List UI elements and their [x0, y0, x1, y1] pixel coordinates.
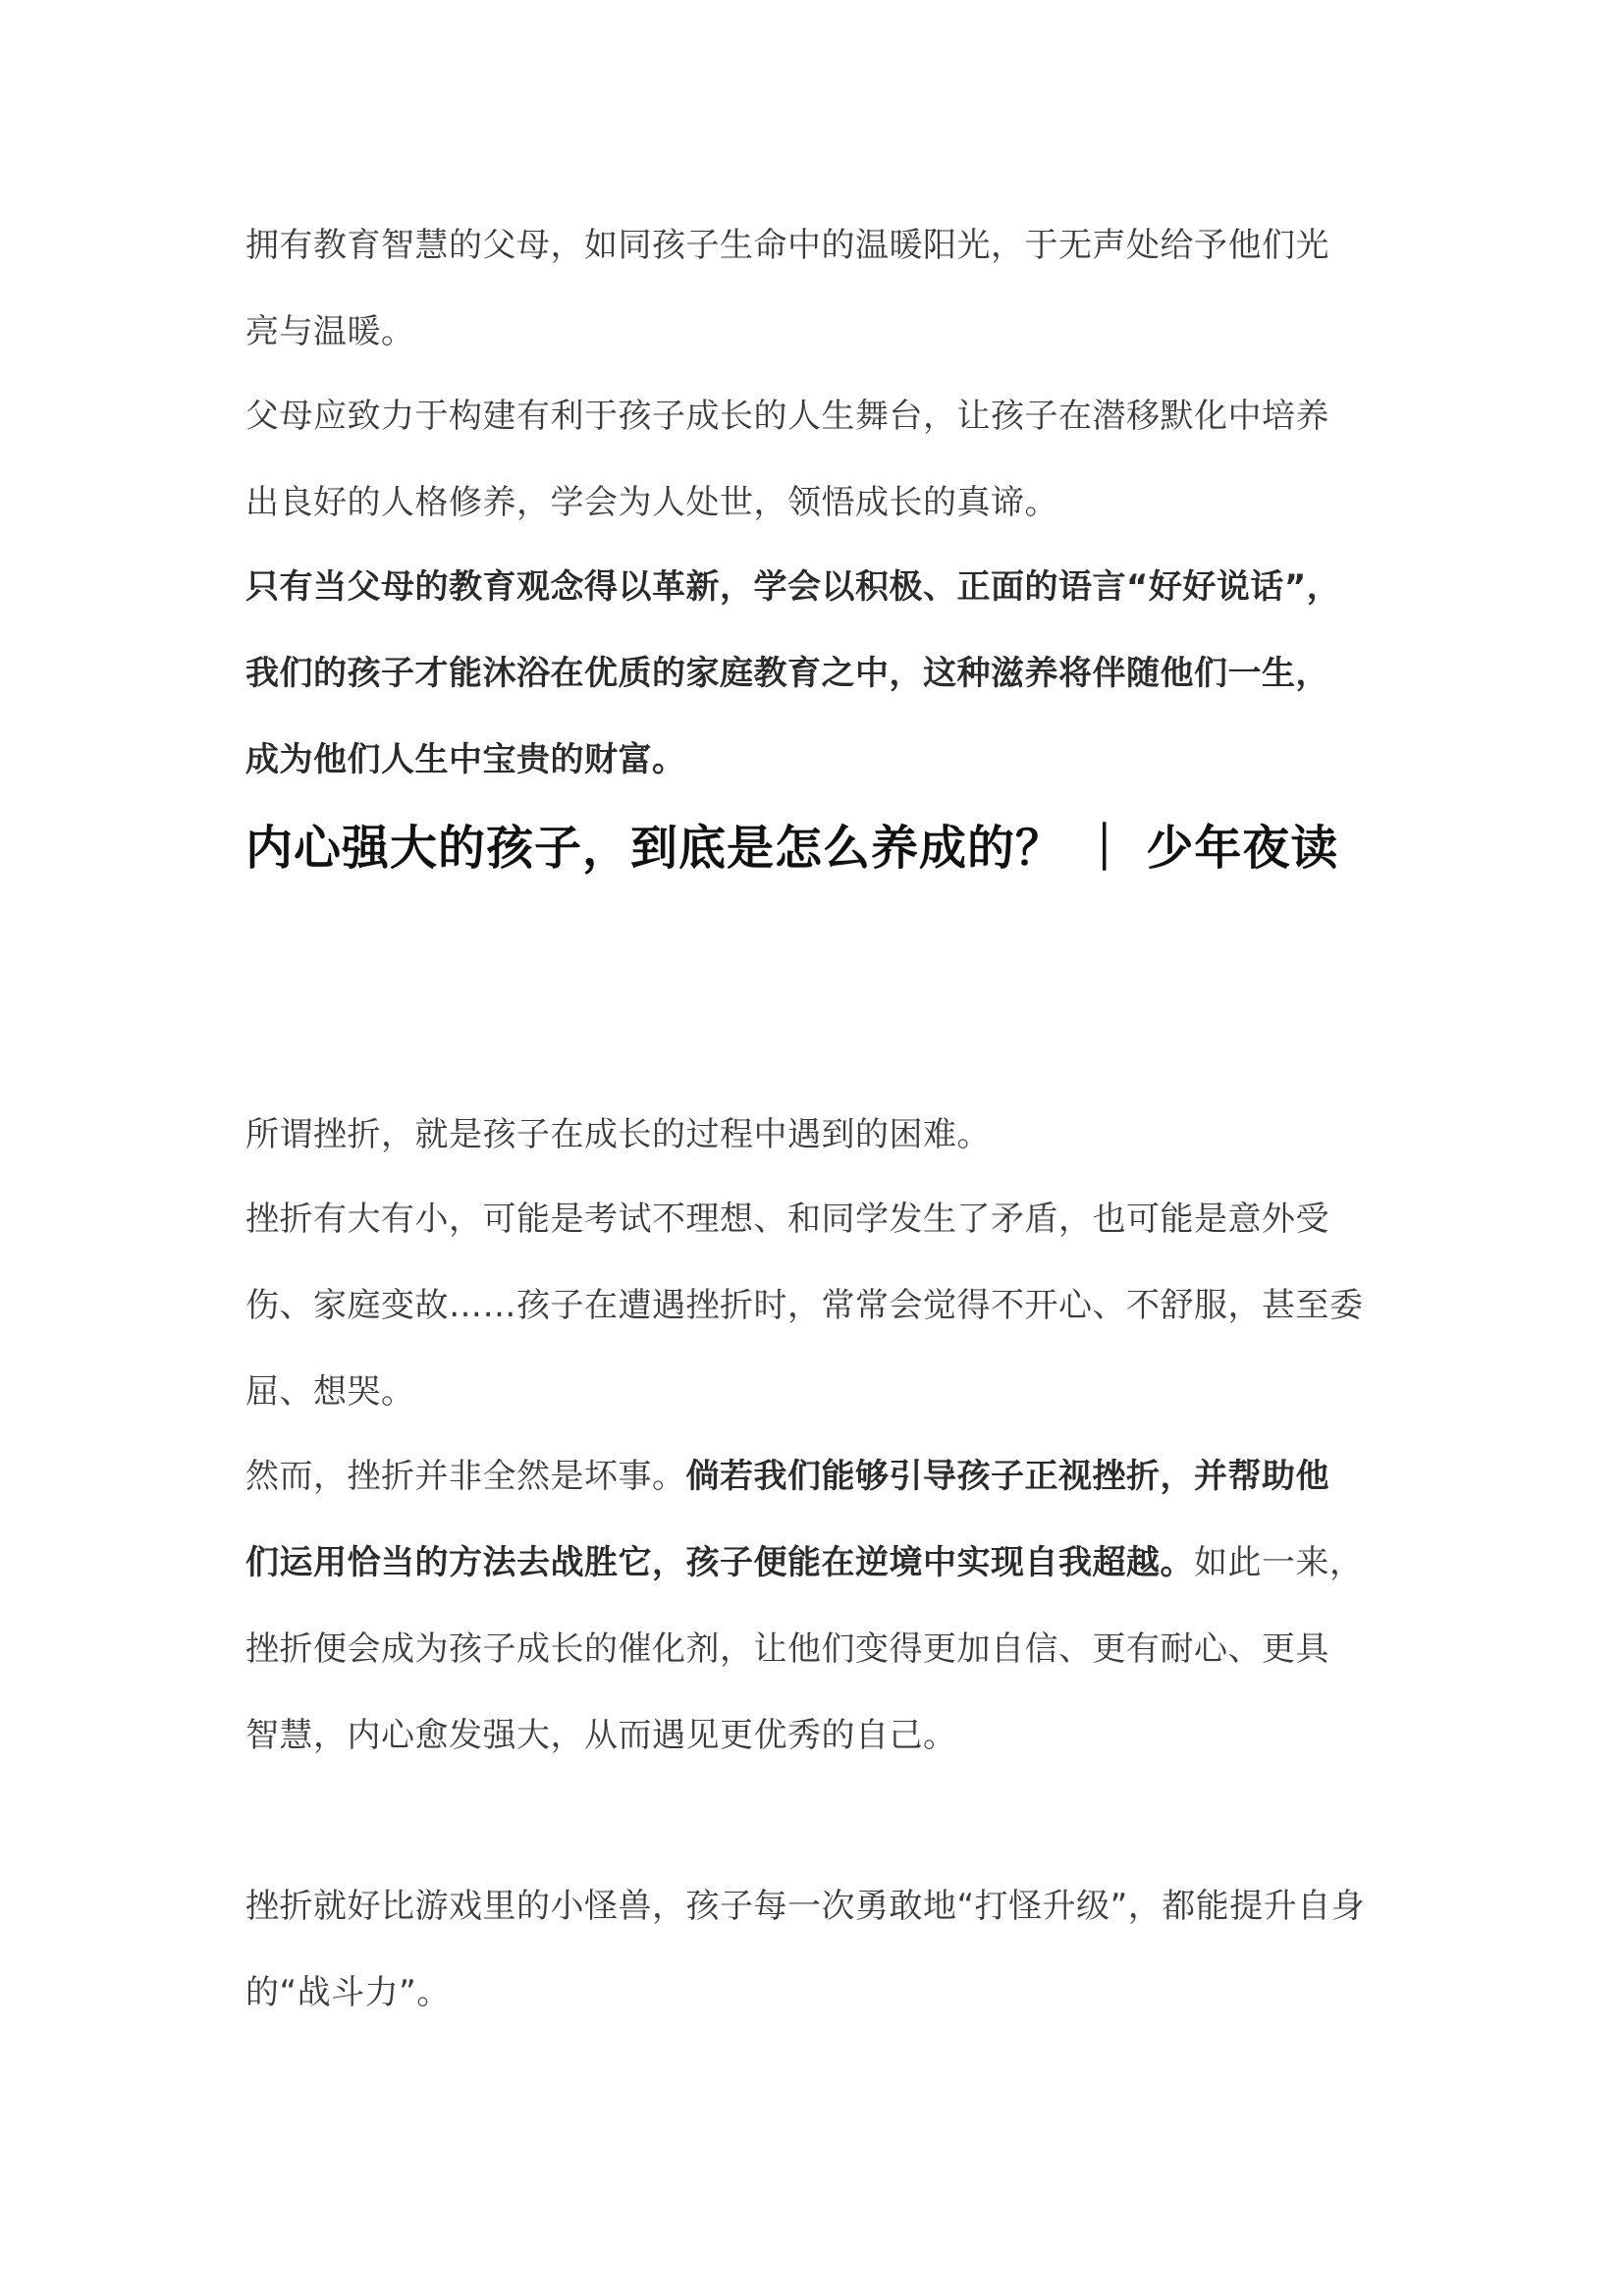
- mixed-paragraph-line: [245, 1541, 1394, 1584]
- paragraph-line: 父母应致力于构建有利于孩子成长的人生舞台，让孩子在潜移默化中培养: [245, 397, 1329, 436]
- paragraph-line: 智慧，内心愈发强大，从而遇见更优秀的自己。: [245, 1716, 957, 1755]
- bold-paragraph-line: 成为他们人生中宝贵的财富。: [245, 740, 686, 779]
- paragraph-line: 伤、家庭变故……孩子在遭遇挫折时，常常会觉得不开心、不舒服，甚至委: [245, 1286, 1364, 1325]
- paragraph-line: 挫折便会成为孩子成长的催化剂，让他们变得更加自信、更有耐心、更具: [245, 1629, 1329, 1669]
- mixed-paragraph-line: [245, 1455, 1394, 1498]
- paragraph-line: 出良好的人格修养，学会为人处世，领悟成长的真谛。: [245, 483, 1058, 522]
- bold-paragraph-line: 只有当父母的教育观念得以革新，学会以积极、正面的语言“好好说话”，: [245, 567, 1341, 607]
- paragraph-line: 挫折就好比游戏里的小怪兽，孩子每一次勇敢地“打怪升级”，都能提升自身: [245, 1887, 1366, 1926]
- paragraph-line: 的“战斗力”。: [245, 1973, 451, 2012]
- bold-text: 们运用恰当的方法去战胜它，孩子便能在逆境中实现自我超越。: [245, 1543, 1194, 1582]
- bold-paragraph-line: 我们的孩子才能沐浴在优质的家庭教育之中，这种滋养将伴随他们一生，: [245, 654, 1329, 693]
- paragraph-line: 拥有教育智慧的父母，如同孩子生命中的温暖阳光，于无声处给予他们光: [245, 226, 1329, 265]
- paragraph-line: 所谓挫折，就是孩子在成长的过程中遇到的困难。: [245, 1115, 991, 1154]
- paragraph-text: 如此一来，: [1194, 1543, 1364, 1582]
- bold-text: 倘若我们能够引导孩子正视挫折，并帮助他: [685, 1457, 1329, 1496]
- article-heading: 内心强大的孩子，到底是怎么养成的？ ｜ 少年夜读: [245, 821, 1339, 876]
- paragraph-line: 亮与温暖。: [245, 312, 415, 351]
- paragraph-line: 屈、想哭。: [245, 1372, 415, 1412]
- paragraph-text: 然而，挫折并非全然是坏事。: [245, 1457, 686, 1496]
- paragraph-line: 挫折有大有小，可能是考试不理想、和同学发生了矛盾，也可能是意外受: [245, 1200, 1329, 1239]
